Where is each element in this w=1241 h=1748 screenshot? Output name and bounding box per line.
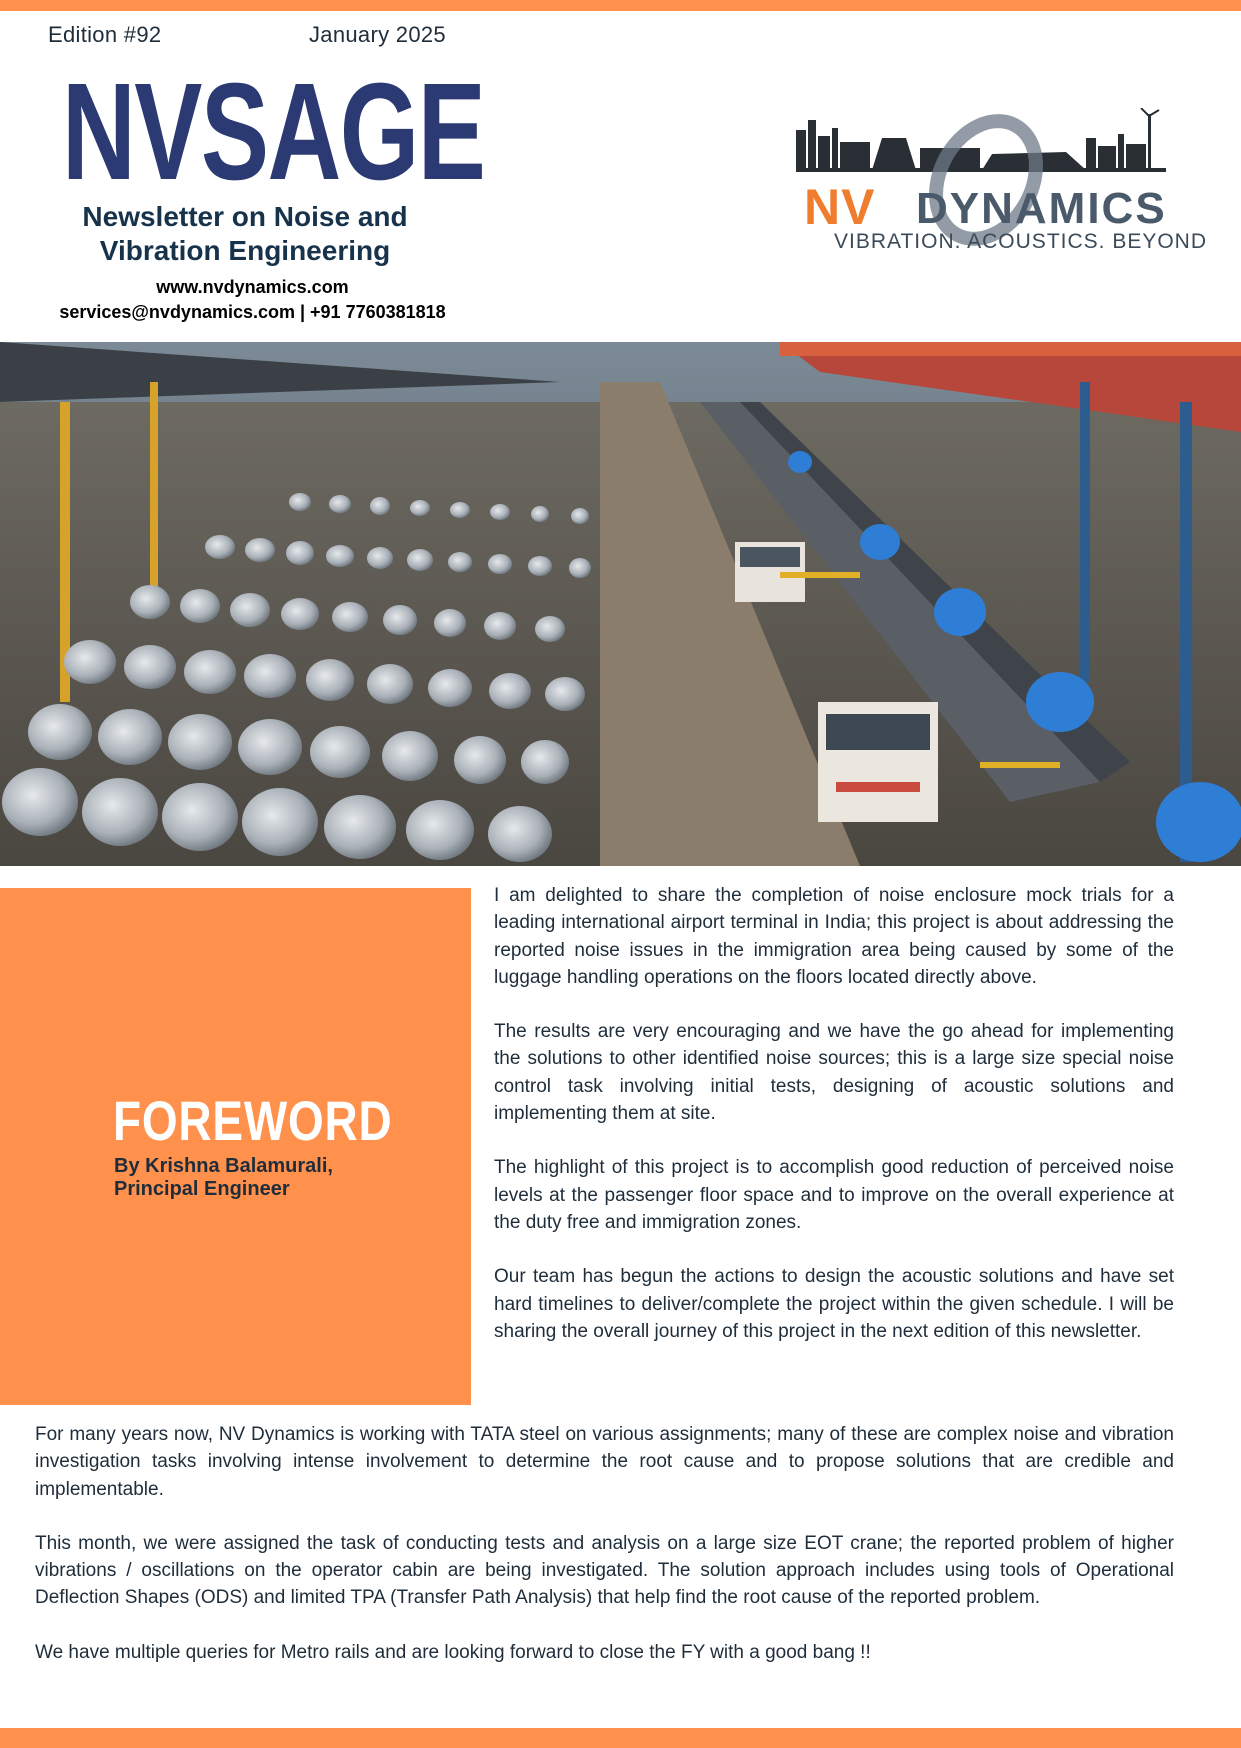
author-name: By Krishna Balamurali,	[114, 1155, 333, 1177]
foreword-author	[114, 1155, 333, 1201]
foreword-heading: FOREWORD	[113, 1089, 393, 1152]
newsletter-title: NVSAGE	[62, 55, 485, 209]
foreword-paragraph: Our team has begun the actions to design the acoustic solutions and have set hard timelines to deliver/complete the project within the given schedule. I will be sharing the overall journey of this project in the next edition of this newsletter.	[494, 1266, 1174, 1342]
company-logo	[786, 108, 1208, 268]
bottom-accent-band	[0, 1728, 1241, 1748]
newsletter-subtitle	[40, 200, 450, 268]
foreword-paragraph: I am delighted to share the completion of noise enclosure mock trials for a leading international airport terminal in India; this project is about addressing the reported noise issues in the immigration area being caused by some of the luggage handling operations on the floors located directly above.	[494, 885, 1174, 988]
subtitle-line-2: Vibration Engineering	[99, 235, 391, 266]
logo-dynamics-text: DYNAMICS	[916, 184, 1167, 233]
body-text	[35, 1421, 1174, 1693]
edition-date: January 2025	[309, 22, 446, 47]
logo-tagline: VIBRATION. ACOUSTICS. BEYOND	[834, 230, 1208, 253]
warehouse-illustration	[0, 342, 1241, 866]
logo-nv-text: NV	[804, 179, 876, 235]
foreword-paragraph: The results are very encouraging and we have the go ahead for implementing the solutions to other identified noise sources; this is a large size special noise control task involving initial tests, designing of acoustic solutions and implementing them at site.	[494, 1021, 1174, 1125]
body-paragraph: This month, we were assigned the task of conducting tests and analysis on a large size EOT crane; the reported problem of higher vibrations / oscillations on the operator cabin are being investigated. The solution approach includes using tools of Operational Deflection Shapes (ODS) and limited TPA (Transfer Path Analysis) that help find the root cause of the reported problem.	[35, 1532, 1174, 1609]
foreword-column	[494, 882, 1174, 1372]
edition-number: Edition #92	[48, 22, 162, 47]
top-accent-band	[0, 0, 1241, 11]
author-role: Principal Engineer	[114, 1178, 290, 1200]
subtitle-line-1: Newsletter on Noise and	[82, 201, 408, 232]
contact-info[interactable]: services@nvdynamics.com | +91 7760381818	[59, 302, 446, 322]
body-paragraph: For many years now, NV Dynamics is working with TATA steel on various assignments; many of these are complex noise and vibration investigation tasks involving intense involvement to determine the root cause and to propose solutions that are credible and implementable.	[35, 1424, 1174, 1500]
body-paragraph: We have multiple queries for Metro rails and are looking forward to close the FY with a good bang !!	[35, 1641, 871, 1663]
hero-photo-steel-warehouse	[0, 342, 1241, 866]
website-link[interactable]: www.nvdynamics.com	[156, 277, 349, 297]
foreword-paragraph: The highlight of this project is to accomplish good reduction of perceived noise levels at the passenger floor space and to improve on the overall experience at the duty free and immigration zones.	[494, 1157, 1174, 1233]
